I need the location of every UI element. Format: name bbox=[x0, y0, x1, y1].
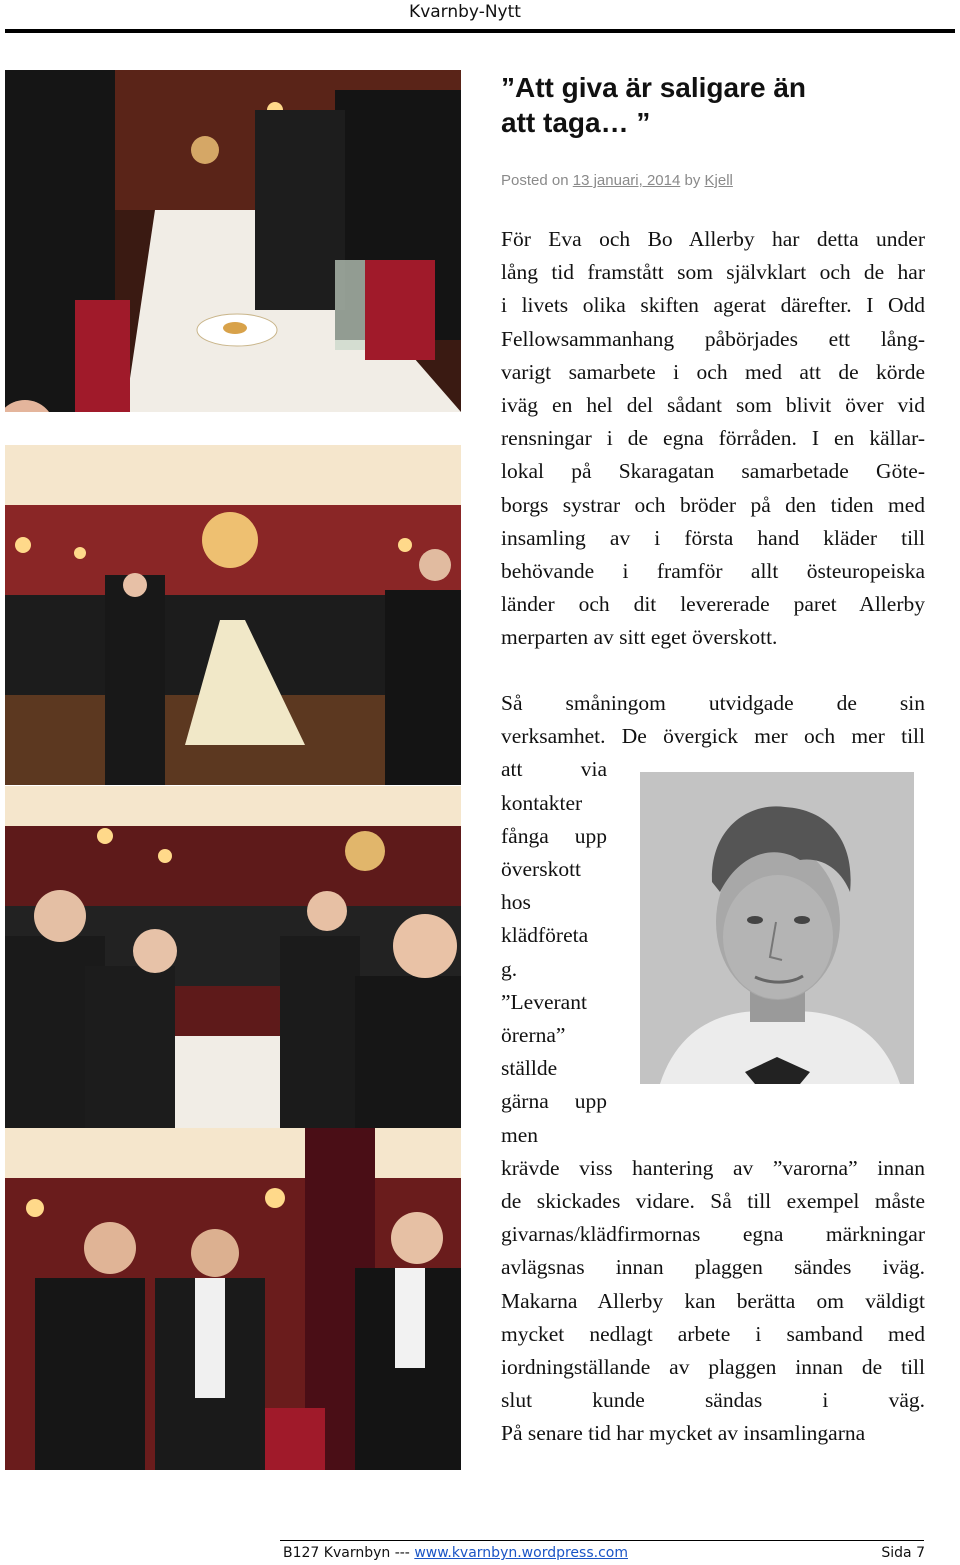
author-link[interactable]: Kjell bbox=[704, 172, 733, 189]
banquet-photo-4 bbox=[5, 1128, 461, 1470]
post-meta bbox=[501, 172, 733, 189]
text-line: avlägsnas innan plaggen sändes iväg. bbox=[501, 1255, 925, 1280]
article-title bbox=[501, 70, 921, 140]
article-title-line-1: ”Att giva är saligare än bbox=[501, 72, 807, 103]
posted-on-label: Posted on bbox=[501, 172, 569, 189]
post-date-link[interactable]: 13 januari, 2014 bbox=[572, 172, 681, 189]
article-paragraph-1 bbox=[501, 223, 925, 655]
text-line: hos bbox=[501, 890, 531, 915]
footer-issue-text: B127 Kvarnbyn --- bbox=[283, 1545, 415, 1561]
newsletter-title: Kvarnby-Nytt bbox=[409, 2, 521, 22]
text-line: länder och dit levererade paret Allerby bbox=[501, 592, 925, 617]
footer-divider bbox=[280, 1540, 924, 1541]
text-line: krävde viss hantering av ”varorna” innan bbox=[501, 1155, 925, 1180]
text-line: klädföreta bbox=[501, 923, 589, 948]
article-title-line-2: att taga… ” bbox=[501, 107, 651, 138]
text-line: lokal på Skaragatan samarbetade Göte- bbox=[501, 459, 925, 484]
text-line: verksamhet. De övergick mer och mer till bbox=[501, 724, 925, 749]
text-line: På senare tid har mycket av insamlingarna bbox=[501, 1421, 866, 1446]
text-line: iordningställande av plaggen innan de till bbox=[501, 1355, 925, 1380]
text-line: Makarna Allerby kan berätta om väldigt bbox=[501, 1288, 925, 1313]
by-label: by bbox=[684, 172, 701, 189]
footer-website-link[interactable]: www.kvarnbyn.wordpress.com bbox=[414, 1545, 628, 1561]
text-line: överskott bbox=[501, 857, 582, 882]
text-line: g. bbox=[501, 956, 518, 981]
text-line: varigt samarbete i och med att de körde bbox=[501, 359, 925, 384]
text-line: borgs systrar och bröder på den tiden med bbox=[501, 492, 925, 517]
text-line: mycket nedlagt arbete i samband med bbox=[501, 1321, 925, 1346]
footer-issue bbox=[283, 1545, 628, 1561]
text-line: iväg en hel del sådant som blivit över vid bbox=[501, 393, 925, 418]
banquet-photo-2 bbox=[5, 445, 461, 785]
banquet-photo-3 bbox=[5, 786, 461, 1128]
text-line: behövande i framför allt östeuropeiska bbox=[501, 559, 925, 584]
text-line: kontakter bbox=[501, 790, 583, 815]
text-line: att via bbox=[501, 757, 607, 782]
text-line: lång tid framstått som självklart och de har bbox=[501, 260, 925, 285]
text-line: de skickades vidare. Så till exempel måste bbox=[501, 1189, 925, 1214]
page-number: Sida 7 bbox=[881, 1545, 925, 1561]
text-line: gärna upp bbox=[501, 1089, 607, 1114]
text-line: insamling av i första hand kläder till bbox=[501, 525, 925, 550]
text-line: ställde bbox=[501, 1056, 558, 1081]
text-line: slut kunde sändas i väg. bbox=[501, 1388, 925, 1413]
text-line: För Eva och Bo Allerby har detta under bbox=[501, 227, 925, 251]
text-line: ”Leverant bbox=[501, 989, 587, 1014]
text-line: i livets olika skiften agerat därefter. I Odd bbox=[501, 293, 925, 318]
text-line: Fellowsammanhang påbörjades ett lång- bbox=[501, 326, 925, 351]
text-line: givarnas/klädfirmornas egna märkningar bbox=[501, 1222, 925, 1247]
text-line: rensningar i de egna förråden. I en källar- bbox=[501, 426, 925, 451]
text-line: Så småningom utvidgade de sin bbox=[501, 691, 925, 715]
text-line: örerna” bbox=[501, 1023, 566, 1048]
portrait-photo bbox=[640, 772, 914, 1084]
text-line: fånga upp bbox=[501, 823, 607, 848]
header-divider bbox=[5, 29, 955, 33]
text-line: merparten av sitt eget överskott. bbox=[501, 625, 778, 650]
banquet-photo-1 bbox=[5, 70, 461, 412]
text-line: men bbox=[501, 1122, 539, 1147]
